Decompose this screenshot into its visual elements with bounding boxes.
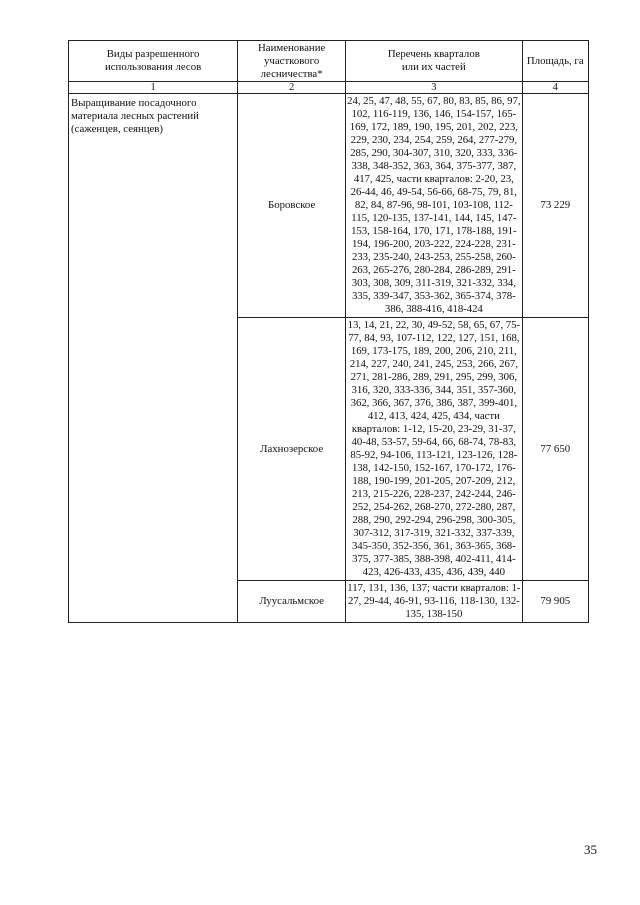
page-number: 35 <box>584 842 597 857</box>
quarters-list: 13, 14, 21, 22, 30, 49-52, 58, 65, 67, 75-77, 84, 93, 107-112, 122, 127, 151, 168, 169, 173-175, 189, 200, 206, 210, 211, 214, 227, 240, 241, 245, 253, 266, 267, 271, 281-286, 289, 291, 295, 299, 306, 316, 320, 333-336, 344, 351, 357-360, 362, 366, 367, 376, 386, 387, 399-401, 412, 413, 424, 425, 434, части кварталов: 1-12, 15-20, 23-29, 31-37, 40-48, 53-57, 59-64, 66, 68-74, 78-83, 85-92, 94-106, 113-121, 123-126, 128-138, 142-150, 152-167, 170-172, 176-188, 190-199, 201-205, 207-209, 212, 213, 215-226, 228-237, 242-244, 246-252, 254-262, 268-270, 272-280, 287, 288, 290, 292-294, 296-298, 300-305, 307-312, 317-319, 321-332, 337-339, 345-350, 352-356, 361, 363-365, 368-375, 377-385, 388-398, 402-411, 414-423, 426-433, 435, 436, 439, 440 <box>346 318 522 581</box>
column-number: 2 <box>238 82 346 94</box>
column-number: 1 <box>69 82 238 94</box>
table-row <box>69 94 589 318</box>
forestry-name: Боровское <box>238 94 346 318</box>
column-number: 4 <box>522 82 588 94</box>
area-value: 79 905 <box>522 581 588 623</box>
area-value: 77 650 <box>522 318 588 581</box>
header-row <box>69 41 589 82</box>
forest-use-type: Выращивание посадочного материала лесных растений (саженцев, сеянцев) <box>69 94 238 623</box>
header-quarters-list: Перечень кварталов или их частей <box>346 41 522 82</box>
area-value: 73 229 <box>522 94 588 318</box>
quarters-list: 117, 131, 136, 137; части кварталов: 1-27, 29-44, 46-91, 93-116, 118-130, 132-135, 138-150 <box>346 581 522 623</box>
forestry-name: Лахнозерское <box>238 318 346 581</box>
forestry-name: Луусальмское <box>238 581 346 623</box>
header-forest-use: Виды разрешенного использования лесов <box>69 41 238 82</box>
forest-use-table <box>68 40 589 623</box>
header-area: Площадь, га <box>522 41 588 82</box>
header-forestry-name: Наименование участкового лесничества* <box>238 41 346 82</box>
column-number: 3 <box>346 82 522 94</box>
column-number-row <box>69 82 589 94</box>
quarters-list: 24, 25, 47, 48, 55, 67, 80, 83, 85, 86, 97, 102, 116-119, 136, 146, 154-157, 165-169, 172, 189, 190, 195, 201, 202, 223, 229, 230, 234, 254, 259, 264, 277-279, 285, 290, 304-307, 310, 320, 333, 336-338, 348-352, 363, 364, 375-377, 387, 417, 425, части кварталов: 2-20, 23, 26-44, 46, 49-54, 56-66, 68-75, 79, 81, 82, 84, 87-96, 98-101, 103-108, 112-115, 120-135, 137-141, 144, 145, 147-153, 158-164, 170, 171, 178-188, 191-194, 196-200, 203-222, 224-228, 231-233, 235-240, 243-253, 255-258, 260-263, 265-276, 280-284, 286-289, 291-303, 308, 309, 311-319, 321-332, 334, 335, 339-347, 353-362, 365-374, 378-386, 388-416, 418-424 <box>346 94 522 318</box>
